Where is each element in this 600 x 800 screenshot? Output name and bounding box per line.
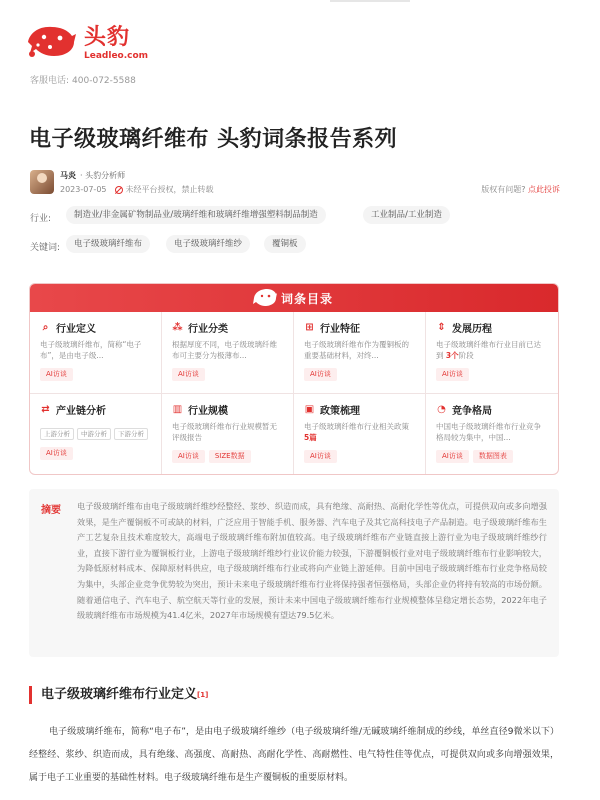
prohibited-icon bbox=[115, 186, 123, 194]
search-doc-icon: ⌕ bbox=[42, 322, 49, 333]
avatar[interactable] bbox=[30, 170, 54, 194]
section-body: 电子级玻璃纤维布，简称“电子布”，是由电子级玻璃纤维纱（电子级玻璃纤维/无碱玻璃纤维制成的纱线，单丝直径9微米以下）经整经、浆纱、织造而成，具有绝缘、高强度、高耐热、高耐化学性、高耐燃性、电气特性佳等优点，可提供双向或多向增强效果，属于电子工业重要的基础性材料。电子级玻璃纤维布是生产覆铜板的重要原材料。 bbox=[29, 727, 559, 783]
catalog-item-policy[interactable] bbox=[294, 394, 426, 475]
ai-interview-button[interactable]: AI访谈 bbox=[304, 450, 337, 463]
abstract-text: 电子级玻璃纤维布由电子级玻璃纤维纱经整经、浆纱、织造而成，具有绝缘、高耐热、高耐化学性等优点，可提供双向或多向增强效果，是生产覆铜板不可或缺的材料，广泛应用于智能手机、服务器、汽车电子及其它高科技电子产品制造。电子级玻璃纤维布生产工艺复杂且技术难度较大，高端电子级玻璃纤维布附加值较高。电子级玻璃纤维布产业链直接上游行业为电子级玻璃纤维纱行业，直接下游行业为覆铜板行业，上游电子级玻璃纤维纱行业议价能力较强，下游覆铜板行业对电子级玻璃纤维布行业影响较大，为降低原材料成本、保障原材料供应，电子级玻璃纤维布行业或将向产业链上游延伸。目前中国电子级玻璃纤维布行业竞争格局较为集中，头部企业竞争优势较为突出，预计未来电子级玻璃纤维布行业将保持强者恒强格局，头部企业仍将持有较高的市场份额。随着通信电子、汽车电子、航空航天等行业的发展，预计未来中国电子级玻璃纤维布行业规模整体呈稳定增长态势，2022年电子级玻璃纤维布市场规模为41.4亿米，2027年市场规模有望达79.5亿米。 bbox=[77, 501, 547, 621]
catalog-item-desc bbox=[304, 421, 415, 443]
ai-interview-button[interactable]: AI访谈 bbox=[172, 450, 205, 463]
catalog-item-desc: 电子级玻璃纤维布，简称“电子布”，是由电子级... bbox=[40, 340, 142, 360]
desc-highlight: 5篇 bbox=[304, 433, 317, 442]
author-line bbox=[60, 170, 125, 181]
industry-label: 行业: bbox=[30, 214, 52, 224]
section-title: 电子级玻璃纤维布行业定义 bbox=[41, 687, 198, 702]
publish-date: 2023-07-05 bbox=[60, 185, 107, 194]
ai-interview-button[interactable]: AI访谈 bbox=[40, 447, 73, 460]
catalog-item-title: 行业规模 bbox=[188, 406, 228, 417]
midstream-tag[interactable]: 中游分析 bbox=[77, 428, 111, 440]
catalog-item-title: 产业链分析 bbox=[56, 406, 106, 417]
keywords-label: 关键词: bbox=[30, 243, 61, 253]
brand-logo[interactable] bbox=[24, 18, 154, 66]
top-strip bbox=[0, 0, 600, 4]
catalog-panel bbox=[29, 283, 559, 475]
catalog-item-features[interactable] bbox=[294, 312, 426, 394]
desc-text: 阶段 bbox=[458, 351, 474, 360]
policy-icon: ▣ bbox=[304, 404, 315, 415]
section-heading bbox=[29, 686, 208, 704]
catalog-item-title: 行业特征 bbox=[320, 324, 360, 335]
ai-interview-button[interactable]: AI访谈 bbox=[436, 450, 469, 463]
catalog-item-desc bbox=[436, 339, 548, 361]
industry-tag[interactable]: 制造业/非金属矿物制品业/玻璃纤维和玻璃纤维增强塑料制品制造 bbox=[66, 206, 326, 224]
chain-icon: ⇄ bbox=[41, 404, 50, 415]
brand-site: Leadleo.com bbox=[84, 51, 149, 61]
copyright-notice: 未经平台授权，禁止转载 bbox=[125, 185, 214, 194]
hierarchy-icon: ⁂ bbox=[172, 322, 183, 333]
desc-highlight: 3个 bbox=[445, 351, 459, 360]
catalog-header bbox=[30, 284, 558, 312]
feature-icon: ⊞ bbox=[305, 322, 314, 333]
abstract-box bbox=[29, 489, 559, 657]
abstract-label: 摘要 bbox=[41, 505, 61, 516]
ai-interview-button[interactable]: AI访谈 bbox=[304, 368, 337, 381]
hotline-label: 客服电话: bbox=[30, 76, 70, 86]
catalog-item-scale[interactable] bbox=[162, 394, 294, 475]
catalog-item-title: 竞争格局 bbox=[452, 406, 492, 417]
upstream-tag[interactable]: 上游分析 bbox=[40, 428, 74, 440]
author-name[interactable]: 马炎 bbox=[60, 171, 76, 180]
desc-text: 电子级玻璃纤维布行业目前已达到 bbox=[436, 340, 541, 360]
industry-tag[interactable]: 工业制品/工业制造 bbox=[363, 206, 450, 224]
footnote-ref[interactable]: [1] bbox=[197, 691, 209, 699]
catalog-item-desc: 根据厚度不同，电子级玻璃纤维布可主要分为极薄布... bbox=[172, 340, 277, 360]
catalog-item-desc: 电子级玻璃纤维布作为覆铜板的重要基础材料，对终... bbox=[304, 340, 409, 360]
catalog-item-title: 行业分类 bbox=[188, 324, 228, 335]
catalog-item-competition[interactable] bbox=[426, 394, 558, 475]
data-chart-button[interactable]: 数据图表 bbox=[473, 450, 513, 463]
page-title: 电子级玻璃纤维布 头豹词条报告系列 bbox=[29, 127, 398, 152]
catalog-item-classification[interactable] bbox=[162, 312, 294, 394]
catalog-item-title: 政策梳理 bbox=[320, 406, 360, 417]
brand-name: 头豹 bbox=[84, 25, 131, 50]
size-data-button[interactable]: SIZE数据 bbox=[209, 450, 251, 463]
downstream-tag[interactable]: 下游分析 bbox=[114, 428, 148, 440]
catalog-title: 词条目录 bbox=[281, 292, 334, 306]
hotline-number: 400-072-5588 bbox=[72, 76, 136, 86]
top-divider bbox=[330, 0, 410, 2]
catalog-item-history[interactable] bbox=[426, 312, 558, 394]
bar-chart-icon: ▥ bbox=[172, 404, 183, 415]
desc-text: 电子级玻璃纤维布行业相关政策 bbox=[304, 422, 409, 431]
leopard-head-icon bbox=[252, 286, 278, 308]
author-org: · 头豹分析师 bbox=[80, 171, 126, 180]
catalog-item-desc: 中国电子级玻璃纤维布行业竞争格局较为集中，中国... bbox=[436, 422, 541, 442]
catalog-item-title: 行业定义 bbox=[56, 324, 96, 335]
catalog-item-desc: 电子级玻璃纤维布行业规模暂无评级报告 bbox=[172, 422, 277, 442]
pie-chart-icon: ◔ bbox=[437, 404, 446, 415]
meta-line bbox=[60, 184, 214, 195]
keyword-tag[interactable]: 覆铜板 bbox=[264, 235, 306, 253]
report-link[interactable]: 点此投诉 bbox=[528, 185, 560, 194]
history-icon: ⇕ bbox=[437, 322, 446, 333]
keyword-tag[interactable]: 电子级玻璃纤维纱 bbox=[166, 235, 250, 253]
leopard-logo-icon bbox=[24, 20, 78, 60]
ai-interview-button[interactable]: AI访谈 bbox=[436, 368, 469, 381]
hotline bbox=[30, 73, 139, 86]
report-prefix: 版权有问题? bbox=[481, 185, 526, 194]
catalog-item-title: 发展历程 bbox=[452, 324, 492, 335]
catalog-item-chain[interactable] bbox=[30, 394, 162, 475]
keyword-tag[interactable]: 电子级玻璃纤维布 bbox=[66, 235, 150, 253]
ai-interview-button[interactable]: AI访谈 bbox=[40, 368, 73, 381]
ai-interview-button[interactable]: AI访谈 bbox=[172, 368, 205, 381]
report-line bbox=[481, 184, 560, 195]
catalog-item-definition[interactable] bbox=[30, 312, 162, 394]
